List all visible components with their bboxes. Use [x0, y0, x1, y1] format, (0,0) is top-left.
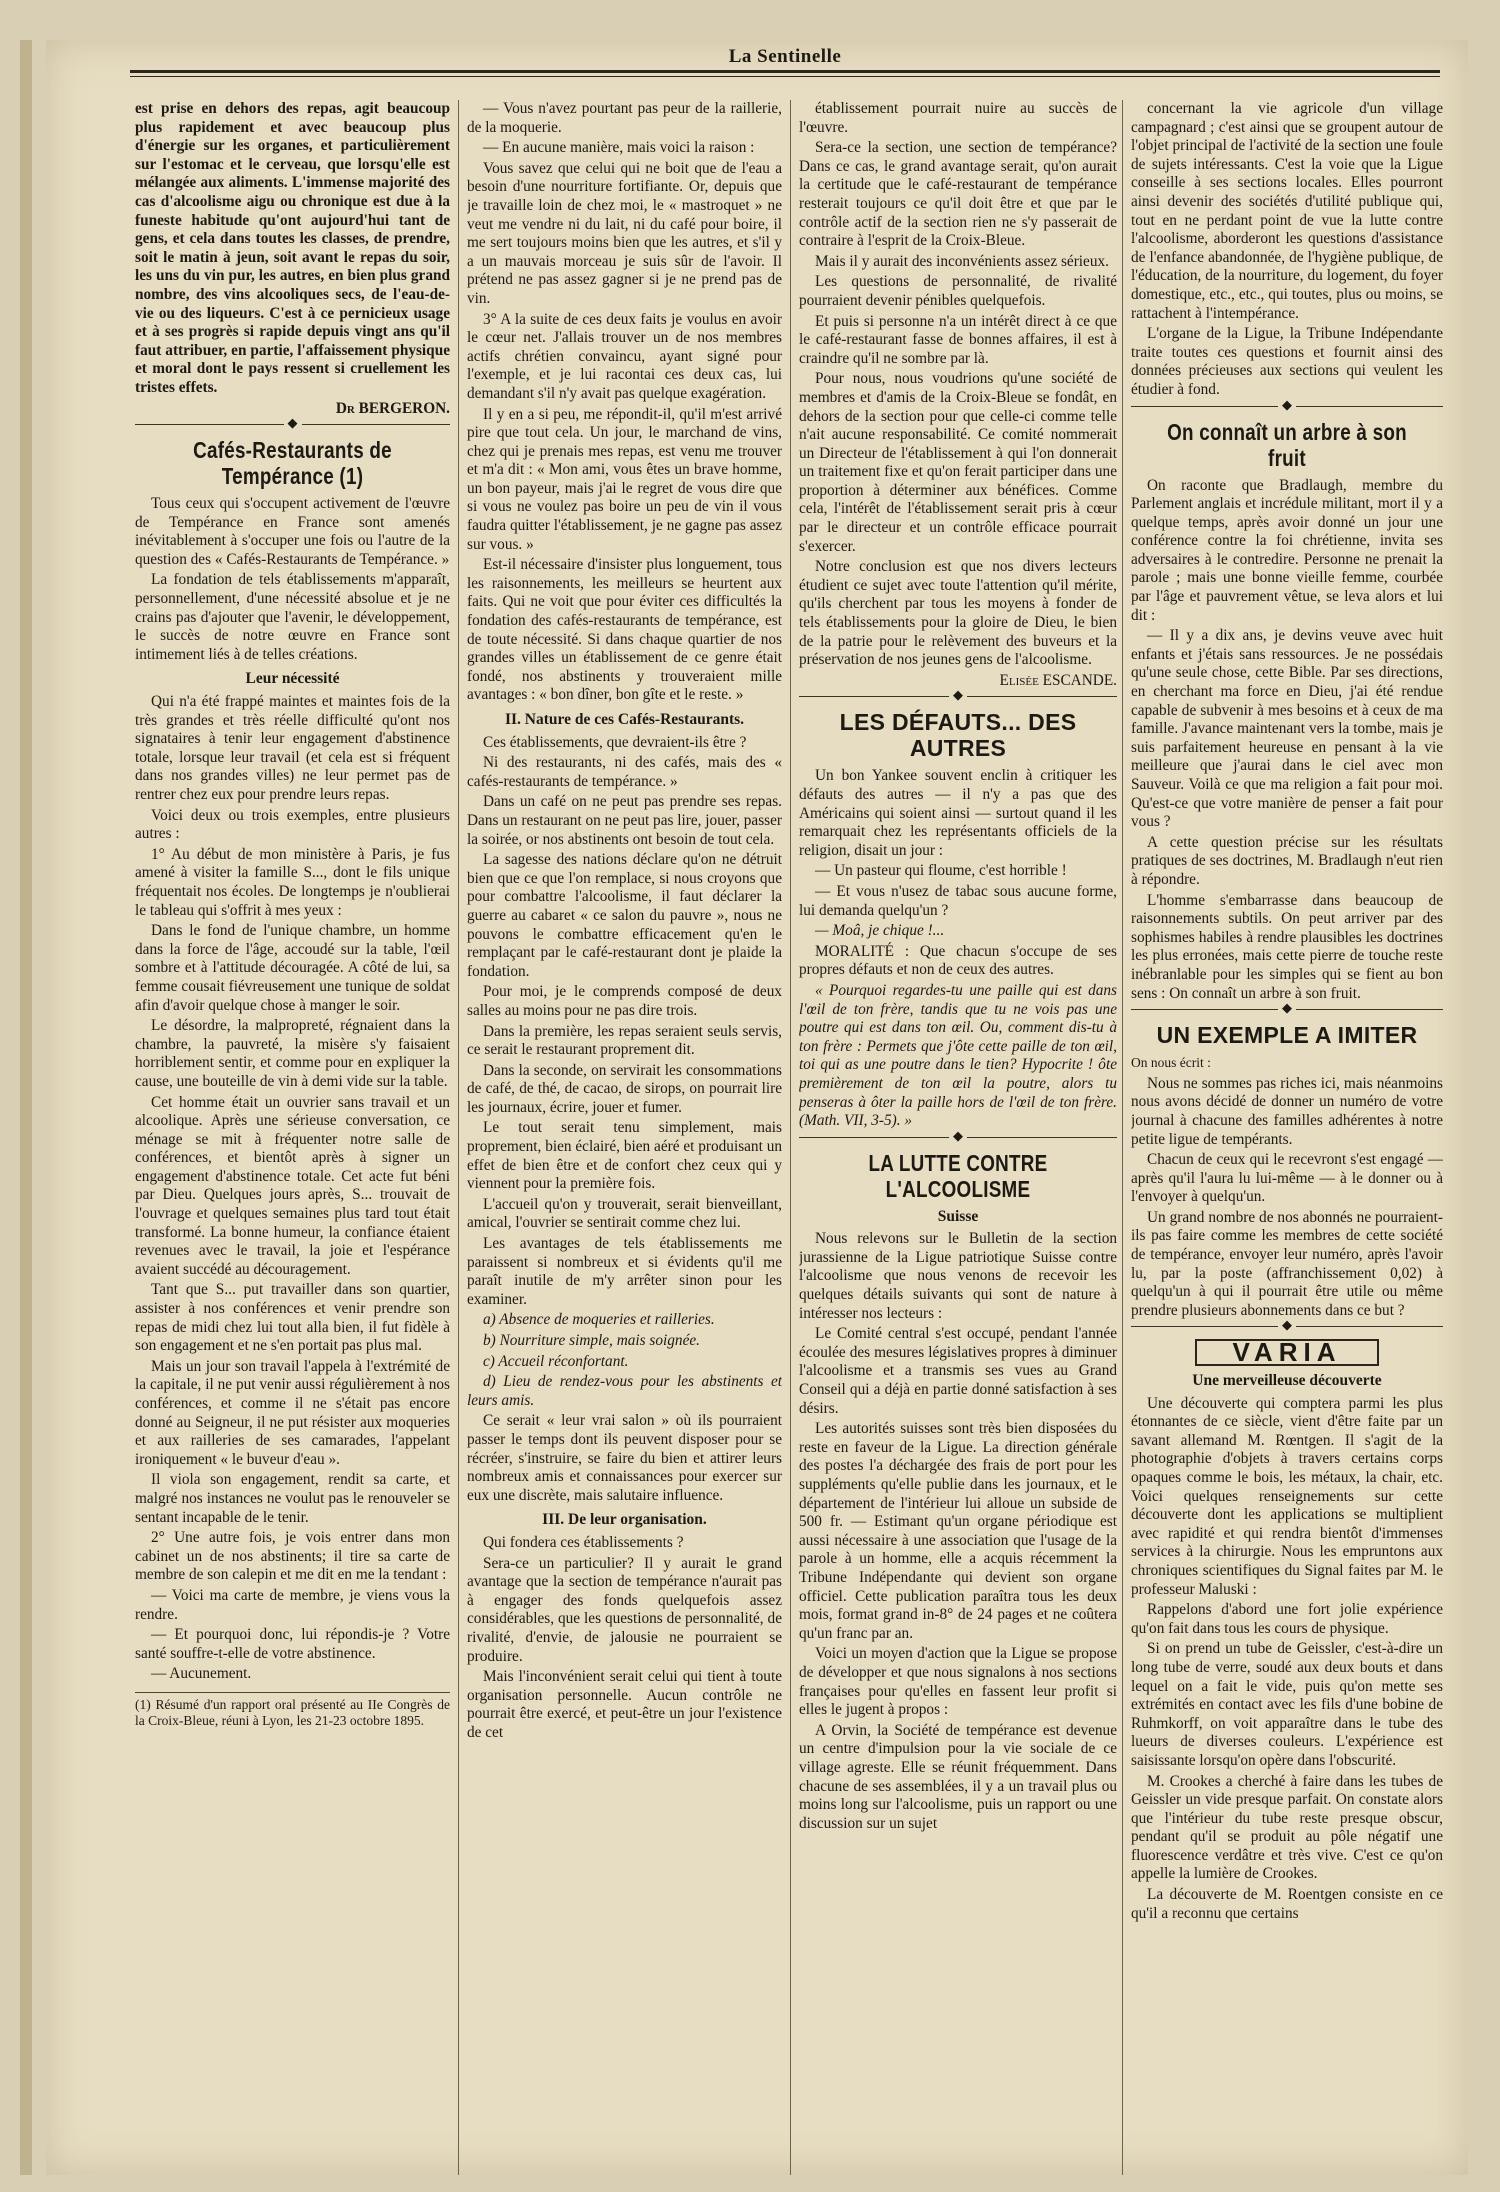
ornament-divider: ◆	[135, 424, 450, 427]
paragraph: Les avantages de tels établissements me paraissent si nombreux et si évidents qu'il me paraît inutile de m'y arrêter sinon pour les examiner.	[467, 1235, 782, 1308]
paragraph: Rappelons d'abord une fort jolie expérience qu'on fait dans tous les cours de physique.	[1131, 1601, 1443, 1637]
paper-edge	[20, 40, 32, 2175]
paragraph: Dans la seconde, on servirait les consommations de café, de thé, de cacao, de sirops, on pourrait lire les journaux, écrire, jouer et fumer.	[467, 1061, 782, 1116]
article-title-lutte: LA LUTTE CONTRE L'ALCOOLISME	[868, 1149, 1048, 1202]
bergeron-signature: Dr BERGERON.	[335, 399, 450, 417]
article-title-cafes: Cafés-Restaurants de Tempérance (1)	[193, 437, 392, 490]
paragraph: concernant la vie agricole d'un village campagnard ; c'est ainsi que se groupent autour de l'objet principal de l'activité de la section une foule de sujets intéressants. C'est la voie que la Ligue conseille à ses sections locales. Elles pourront ainsi devenir des sociétés d'utilité publique qui, tout en ne perdant point de vue la lutte contre l'alcoolisme, aborderont les questions d'assistance de l'enfance abandonnée, de l'hygiène publique, de l'éducation, de la nourriture, du logement, du foyer domestique, etc., etc., qui toutes, plus ou moins, se rattachent à l'intempérance.	[1131, 100, 1443, 322]
paragraph: Les autorités suisses sont très bien disposées du reste en faveur de la Ligue. La direction générale des postes l'a déchargée des frais de port pour les suppléments qu'elle publie dans les journaux, et le département de l'intérieur lui alloue un subside de 500 fr. — Estimant qu'un organe périodique est aussi nécessaire à une association que l'usage de la parole à un homme, elle a acquis récemment la Tribune Indépendante qui devient son organe officiel. Cette publication paraîtra tous les deux mois, format grand in-8° de 24 pages et ne coûtera qu'un franc par an.	[799, 1420, 1117, 1642]
paragraph: Le tout serait tenu simplement, mais proprement, bien éclairé, bien aéré et produisant un effet de bien être et de confort chez ceux qui y viennent pour la première fois.	[467, 1119, 782, 1193]
paragraph: Cet homme était un ouvrier sans travail et un alcoolique. Après une sérieuse conversation, ce ménage se mit à fréquenter notre salle de conférences, et bientôt après à signer un engagement d'abstinence totale. Cet acte fut béni par Dieu. Quelques jours après, S... trouvait de l'ouvrage et quelques semaines plus tard tout était transformé. La bonne humeur, la confiance étaient revenues avec le travail, la joie et l'espérance avaient succédé au découragement.	[135, 1093, 450, 1278]
kicker: On nous écrit :	[1131, 1055, 1211, 1071]
paragraph: — Aucunement.	[151, 1665, 252, 1683]
paragraph: Voici deux ou trois exemples, entre plusieurs autres :	[135, 806, 450, 843]
subheading-nature: II. Nature de ces Cafés-Restaurants.	[504, 711, 745, 728]
paragraph: Tant que S... put travailler dans son quartier, assister à nos conférences et venir prendre son repas de midi chez lui tout alla bien, il fut fidèle à son engagement et ne s'en portait pas plus mal.	[135, 1281, 450, 1355]
paragraph: Un bon Yankee souvent enclin à critiquer les défauts des autres — il n'y a pas que des Américains qui soient ainsi — surtout quand il les remarquait chez les représentants officiels de la religion, disait un jour :	[799, 767, 1117, 859]
paragraph: Le désordre, la malpropreté, régnaient dans la chambre, la pauvreté, la misère s'y faisaient horriblement sentir, et comme pour en expliquer la cause, une bouteille de vin à demi vide sur la table.	[135, 1017, 450, 1090]
list-item: b) Nourriture simple, mais soignée.	[483, 1332, 700, 1349]
subheading-necessite: Leur nécessité	[245, 670, 340, 688]
paragraph: Une découverte qui comptera parmi les plus étonnantes de ce siècle, vient d'être faite par un savant allemand M. Rœntgen. Il s'agit de la photographie d'objets à travers certains corps opaques comme le bois, les métaux, la chair, etc. Voici quelques renseignements sur cette découverte dont les applications se multiplient avec rapidité et qui rendra bientôt d'immenses services à la chirurgie. Nous les empruntons aux chroniques scientifiques du Signal faites par M. le professeur Maluski :	[1131, 1394, 1443, 1598]
paragraph: Il y en a si peu, me répondit-il, qu'il m'est arrivé pire que tout cela. Un jour, le marchand de vins, chez qui je prenais mes repas, est venu me trouver et m'a dit : « Mon ami, vous êtes un brave homme, un bon payeur, mais j'ai le regret de vous dire que si vous ne voulez pas boire un peu de vin il vous faudra quitter l'établissement, je ne gagne pas assez sur vous. »	[467, 405, 782, 553]
article-title-exemple: UN EXEMPLE A IMITER	[1156, 1022, 1418, 1049]
ornament-divider: ◆	[1131, 406, 1443, 409]
article-title-defauts: LES DÉFAUTS... DES AUTRES	[839, 709, 1077, 762]
paragraph: Dans un café on ne peut pas prendre ses repas. Dans un restaurant on ne peut pas lire, jouer, passer la soirée, or nos abstinents ont besoin de tout cela.	[467, 793, 782, 848]
paragraph: 1° Au début de mon ministère à Paris, je fus amené à visiter la famille S..., dont le fils unique fréquentait nos écoles. De longtemps je n'oublierai le tableau qui s'offrit à mes yeux :	[135, 845, 450, 919]
paragraph: — Et vous n'usez de tabac sous aucune forme, lui demanda quelqu'un ?	[799, 882, 1117, 919]
paragraph: Il viola son engagement, rendit sa carte, et malgré nos instances ne voulut pas le renouveler se sentant incapable de le tenir.	[135, 1471, 450, 1526]
paragraph: Ni des restaurants, ni des cafés, mais des « cafés-restaurants de tempérance. »	[467, 754, 782, 790]
paragraph: Mais un jour son travail l'appela à l'extrémité de la capitale, il ne put venir aussi régulièrement à nos conférences, et comme il ne s'était pas encore donné au Seigneur, il ne put résister aux moqueries et aux railleries de ses camarades, l'appelant ironiquement « le buveur d'eau ».	[135, 1357, 450, 1468]
ornament-divider: ◆	[799, 1137, 1117, 1140]
paragraph: L'accueil qu'on y trouverait, serait bienveillant, amical, l'ouvrier se sentirait comme chez lui.	[467, 1195, 782, 1232]
list-item: c) Accueil réconfortant.	[483, 1352, 629, 1370]
escande-signature: Elisée ESCANDE.	[999, 671, 1117, 689]
subheading-suisse: Suisse	[937, 1207, 979, 1225]
masthead-rule-thin	[130, 76, 1440, 77]
paragraph: Pour moi, je le comprends composé de deux salles au moins pour ne pas dire trois.	[467, 983, 782, 1019]
paragraph: Pour nous, nous voudrions qu'une société de membres et d'amis de la Croix-Bleue se fondât, en dehors de la section pour que celle-ci comme telle n'ait aucune responsabilité. Ce comité nommerait un Directeur de l'établissement à qui l'on donnerait un traitement fixe et qu'on ferait participer dans une proportion à déterminer aux bénéfices. Comme cela, l'intérêt de l'établissement serait pris à cœur par le directeur et un contrôle efficace pourrait s'exercer.	[799, 370, 1117, 555]
paragraph: Notre conclusion est que nos divers lecteurs étudient ce sujet avec toute l'attention qu'il mérite, qu'ils cherchent par tous les moyens à fonder de tels établissements pour la gloire de Dieu, le bien de la patrie pour le relèvement des buveurs et la préservation de nos jeunes gens de l'alcoolisme.	[799, 558, 1117, 669]
paragraph: Dans la première, les repas seraient seuls servis, ce serait le restaurant proprement dit.	[467, 1022, 782, 1059]
ornament-divider: ◆	[1131, 1326, 1443, 1329]
paragraph: — Et pourquoi donc, lui répondis-je ? Votre santé souffre-t-elle de votre abstinence.	[135, 1626, 450, 1662]
paragraph: Mais l'inconvénient serait celui qui tient à toute organisation personnelle. Aucun contrôle ne pourrait être exercé, et peut-être un jour l'existence de cet	[467, 1668, 782, 1741]
paragraph: — Vous n'avez pourtant pas peur de la raillerie, de la moquerie.	[467, 100, 782, 136]
column-3	[799, 100, 1117, 2170]
column-divider	[1122, 100, 1123, 2175]
paragraph: « Pourquoi regardes-tu une paille qui est dans l'œil de ton frère, tandis que tu ne vois pas une poutre qui est dans ton œil. Ou, comment dis-tu à ton frère : Permets que j'ôte cette paille de ton œil, toi qui as une poutre dans le tien? Hypocrite ! ôte premièrement de ton œil la poutre, alors tu penseras à ôter la paille hors de l'œil de ton frère. (Math. VII, 3-5). »	[799, 981, 1117, 1130]
paragraph: L'homme s'embarrasse dans beaucoup de raisonnements subtils. On peut arriver par des sophismes habiles à rendre plausibles les doctrines les plus erronées, mais cette pierre de touche reste inébranlable pour les simples qui se fient au bon sens : On connaît un arbre à son fruit.	[1131, 891, 1443, 1002]
paragraph: — Un pasteur qui floume, c'est horrible !	[815, 862, 1067, 880]
column-2	[467, 100, 782, 2170]
paragraph: On raconte que Bradlaugh, membre du Parlement anglais et incrédule militant, mort il y a quelque temps, après avoir donné un jour une conférence contre la foi chrétienne, invita ses adversaires à le contredire. Personne ne prenait la parole ; mais une bonne vieille femme, courbée par l'âge et pauvrement vêtue, se leva alors et lui dit :	[1131, 476, 1443, 624]
masthead: La Sentinelle	[728, 46, 842, 67]
paragraph: 2° Une autre fois, je vois entrer dans mon cabinet un de nos abstinents; il tire sa carte de membre de son calepin et me dit en me la tendant :	[135, 1529, 450, 1584]
paragraph: Tous ceux qui s'occupent activement de l'œuvre de Tempérance en France sont amenés inévitablement à s'occuper une fois ou l'autre de la question des « Cafés-Restaurants de Tempérance. »	[135, 495, 450, 568]
paragraph: Et puis si personne n'a un intérêt direct à ce que le café-restaurant fasse de bonnes affaires, il est à craindre qu'il ne sombre par là.	[799, 312, 1117, 367]
masthead-rule-thick	[130, 70, 1440, 73]
column-4	[1131, 100, 1443, 2170]
paragraph: MORALITÉ : Que chacun s'occupe de ses propres défauts et non de ceux des autres.	[799, 942, 1117, 979]
paragraph: — Voici ma carte de membre, je viens vous la rendre.	[135, 1586, 450, 1623]
varia-heading: VARIA	[1195, 1339, 1379, 1366]
ornament-divider: ◆	[1131, 1009, 1443, 1012]
column-divider	[458, 100, 459, 2175]
paragraph: A Orvin, la Société de tempérance est devenue un centre d'impulsion pour la vie sociale de ce village agreste. Elle se réunit fréquemment. Dans chacune de ses assemblées, il y a un travail plus ou moins long sur l'alcoolisme, puis un rapport ou une discussion sur un sujet	[799, 1721, 1117, 1832]
paragraph: Qui fondera ces établissements ?	[483, 1533, 684, 1551]
paragraph: établissement pourrait nuire au succès de l'œuvre.	[799, 100, 1117, 136]
bergeron-text: est prise en dehors des repas, agit beaucoup plus rapidement et avec beaucoup plus d'énergie sur les organes, et particulièrement sur l'estomac et le cerveau, que lorsqu'elle est mélangée aux aliments. L'immense majorité des cas d'alcoolisme aigu ou chronique est due à la funeste habitude qu'ont aujourd'hui tant de gens, et cela dans toutes les classes, de prendre, soit le matin à jeun, soit avant le repas du soir, les uns du vin pur, les autres, en bien plus grand nombre, des vins alcooliques secs, de l'eau-de-vie ou des liqueurs. C'est à ce pernicieux usage et à ses progrès si rapide depuis vingt ans qu'il faut attribuer, en partie, l'affaissement physique et moral dont le pays ressent si cruellement les tristes effets.	[135, 100, 450, 396]
list-item: a) Absence de moqueries et railleries.	[483, 1311, 715, 1329]
paragraph: Si on prend un tube de Geissler, c'est-à-dire un long tube de verre, soudé aux deux bouts et dans lequel on a fait le vide, puis qu'on mette ses extrémités en contact avec les fils d'une bobine de Ruhmkorff, on voit apparaître dans le tube des lueurs de diverses couleurs. L'expérience est saisissante lorsqu'on opère dans l'obscurité.	[1131, 1640, 1443, 1769]
paragraph: Chacun de ceux qui le recevront s'est engagé — après qu'il l'aura lu lui-même — à le donner ou à l'envoyer à quelqu'un.	[1131, 1151, 1443, 1206]
paragraph: Le Comité central s'est occupé, pendant l'année écoulée des mesures législatives propres à diminuer l'alcoolisme et a transmis ses vues au Grand Conseil qui a déjà en partie donné satisfaction à ses désirs.	[799, 1325, 1117, 1417]
paragraph: Est-il nécessaire d'insister plus longuement, tous les raisonnements, les meilleurs se heurtent aux faits. Qui ne voit que pour éviter ces difficultés la fondation des cafés-restaurants de tempérance, est de toute nécessité. Si dans chaque quartier de nos grandes villes un établissement de ce genre était fondé, nos abstinents y trouveraient mille avantages : « bon dîner, bon gîte et le reste. »	[467, 556, 782, 704]
paragraph: Ce serait « leur vrai salon » où ils pourraient passer le temps dont ils peuvent disposer pour se récréer, s'instruire, se faire du bien et attirer leurs nombreux amis et connaissances pour exercer sur eux une discrète, mais salutaire influence.	[467, 1412, 782, 1504]
paragraph: Dans le fond de l'unique chambre, un homme dans la force de l'âge, accoudé sur la table, l'œil sombre et à l'attitude découragée. A côté de lui, sa femme cousait fiévreusement une tunique de soldat afin d'avoir quelque chose à manger le soir.	[135, 922, 450, 1014]
paragraph: — Il y a dix ans, je devins veuve avec huit enfants et j'étais sans ressources. Je ne possédais qu'une seule chose, cette Bible. Par ses directions, en cherchant ma force en Dieu, j'ai été rendue capable de subvenir à mes besoins et à ceux de ma famille. J'avance maintenant vers la tombe, mais je suis parfaitement heureuse en pensant à la vie meilleure que j'aurai dans le ciel avec mon Sauveur. Voilà ce que ma religion a fait pour moi. Qu'est-ce que votre manière de penser a fait pour vous ?	[1131, 627, 1443, 831]
ornament-divider: ◆	[799, 696, 1117, 699]
paragraph: Voici un moyen d'action que la Ligue se propose de développer et que nous signalons à nos sections françaises pour qu'elles en fassent leur profit si elles le jugent à propos :	[799, 1645, 1117, 1719]
paragraph: L'organe de la Ligue, la Tribune Indépendante traite toutes ces questions et fournit ainsi des données précieuses aux sections qui veulent les étudier à fond.	[1131, 325, 1443, 398]
paragraph: — En aucune manière, mais voici la raison :	[483, 139, 755, 157]
paragraph: Ces établissements, que devraient-ils être ?	[483, 733, 747, 751]
paragraph: La fondation de tels établissements m'apparaît, personnellement, d'une nécessité absolue et je ne crains pas d'ajouter que l'avenir, le développement, le succès de notre œuvre en France sont intimement liés à de telles créations.	[135, 571, 450, 663]
paragraph: Les questions de personnalité, de rivalité pourraient devenir pénibles quelquefois.	[799, 273, 1117, 309]
subheading-decouverte: Une merveilleuse découverte	[1192, 1372, 1382, 1390]
column-divider	[790, 100, 791, 2175]
paragraph: 3° A la suite de ces deux faits je voulus en avoir le cœur net. J'allais trouver un de nos membres actifs chrétien convaincu, ayant signé pour l'exemple, et je lui racontai ces deux cas, lui demandant s'il n'y avait pas quelque exagération.	[467, 310, 782, 402]
paragraph: La découverte de M. Roentgen consiste en ce qu'il a reconnu que certains	[1131, 1886, 1443, 1922]
paragraph: Nous ne sommes pas riches ici, mais néanmoins nous avons décidé de donner un numéro de votre journal à chacune des familles adhérentes à notre petite ligue de tempérants.	[1131, 1074, 1443, 1148]
paragraph: M. Crookes a cherché à faire dans les tubes de Geissler un vide presque parfait. On constate alors que l'intérieur du tube reste presque obscur, pendant qu'il se produit au pôle négatif une fluorescence verdâtre et très vive. C'est ce qu'on appelle la lumière de Crookes.	[1131, 1772, 1443, 1883]
paragraph: Sera-ce un particulier? Il y aurait le grand avantage que la section de tempérance n'aurait pas à engager des fonds quelquefois assez considérables, que les questions de personnalité, de rivalité, d'envie, de jalousie ne pourraient se produire.	[467, 1554, 782, 1665]
paragraph: Qui n'a été frappé maintes et maintes fois de la très grandes et très réelle difficulté qu'ont nos signataires à tenir leur engagement d'abstinence totale, lorsque leur travail (et cela est si fréquent dans nos grandes villes) ne leur permet pas de rentrer chez eux pour prendre leurs repas.	[135, 693, 450, 803]
subheading-organisation: III. De leur organisation.	[542, 1511, 707, 1529]
footnote: (1) Résumé d'un rapport oral présenté au IIe Congrès de la Croix-Bleue, réuni à Lyon, les 21-23 octobre 1895.	[135, 1692, 450, 1729]
paragraph: Un grand nombre de nos abonnés ne pourraient-ils pas faire comme les membres de cette société de tempérance, envoyer leur numéro, après l'avoir lu, par la poste (affranchissement 0,02) à quelqu'un à qui il pourrait être utile ou même prendre plusieurs abonnements dans ce but ?	[1131, 1208, 1443, 1319]
list-item: d) Lieu de rendez-vous pour les abstinents et leurs amis.	[467, 1373, 782, 1409]
paragraph: Sera-ce la section, une section de tempérance? Dans ce cas, le grand avantage serait, qu'on aurait la certitude que le café-restaurant de tempérance resterait toujours ce qu'il doit être et que par le contrôle actif de la section rien ne s'y passerait de contraire à l'esprit de la Croix-Bleue.	[799, 139, 1117, 250]
paragraph: — Moâ, je chique !...	[815, 922, 945, 940]
paragraph: Vous savez que celui qui ne boit que de l'eau a besoin d'une nourriture fortifiante. Or, depuis que je travaille loin de chez moi, le « mastroquet » ne veut me vendre ni du lait, ni du café pour boire, il me sert toujours moins bien que les autres, et s'il y a un mauvais morceau je suis sûr de l'avoir. Il prétend ne pas assez gagner si je ne prend pas de vin.	[467, 159, 782, 307]
article-title-arbre: On connaît un arbre à son fruit	[1167, 418, 1407, 471]
paragraph: Nous relevons sur le Bulletin de la section jurassienne de la Ligue patriotique Suisse contre l'alcoolisme que nous venons de recevoir les quelques détails suivants qui sont de nature à intéresser nos lecteurs :	[799, 1230, 1117, 1322]
column-1	[135, 100, 450, 2170]
paragraph: La sagesse des nations déclare qu'on ne détruit bien que ce que l'on remplace, si nous croyons que pour combattre l'alcoolisme, il faut déclarer la guerre au cabaret « ce salon du pauvre », nous ne pouvons le combattre efficacement qu'en le remplaçant par le café-restaurant dont je plaide la fondation.	[467, 851, 782, 980]
paragraph: A cette question précise sur les résultats pratiques de ses doctrines, M. Bradlaugh n'eut rien à répondre.	[1131, 833, 1443, 888]
paragraph: Mais il y aurait des inconvénients assez sérieux.	[815, 252, 1109, 270]
